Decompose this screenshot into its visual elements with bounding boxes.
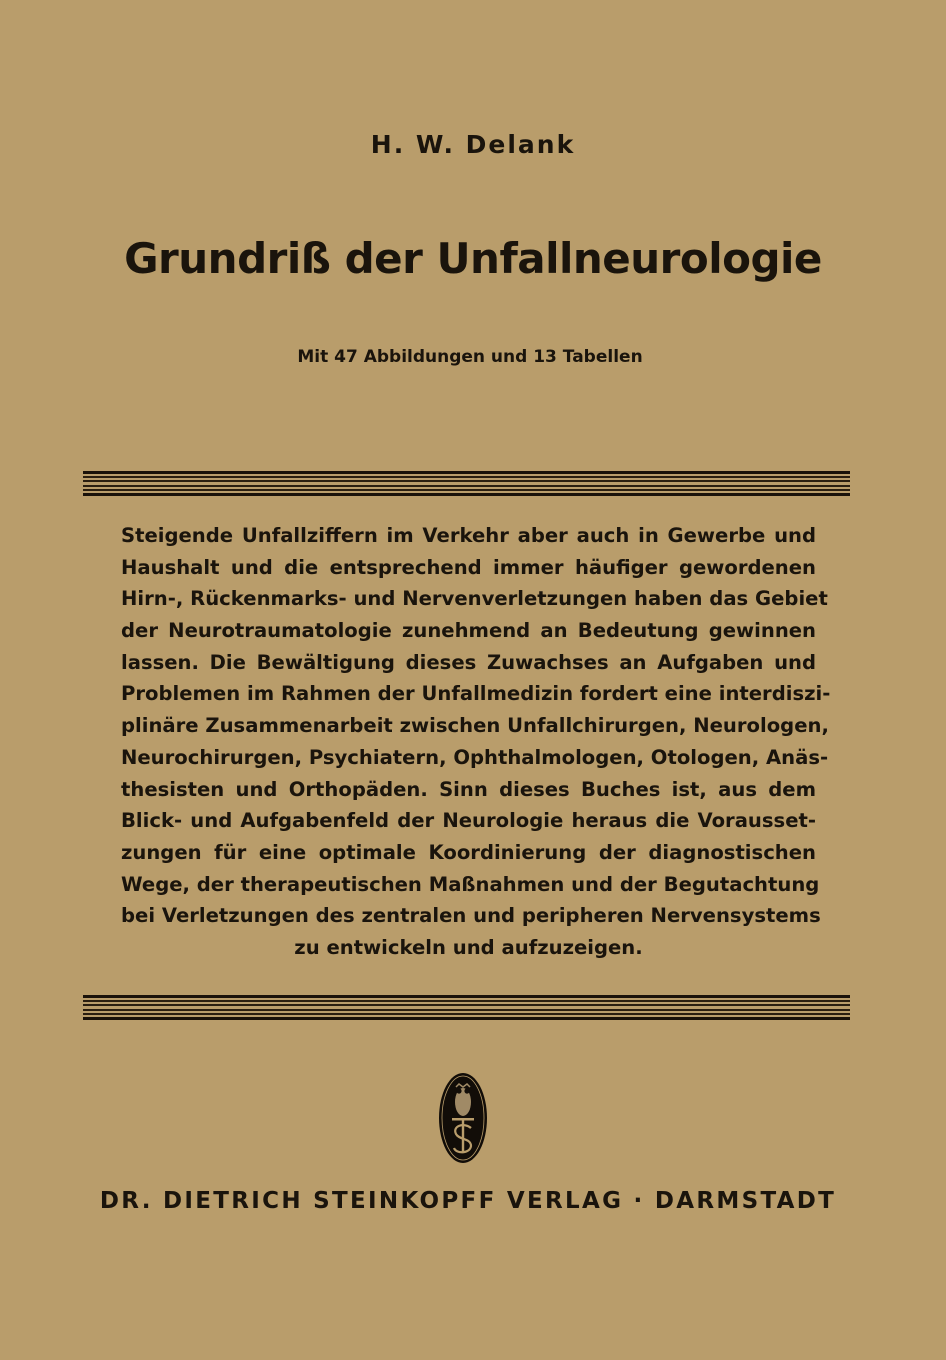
blurb-line: Problemen im Rahmen der Unfallmedizin fordert eine interdiszi-: [121, 682, 831, 706]
blurb-line: zu entwickeln und aufzuzeigen.: [294, 935, 643, 959]
blurb-line: thesisten und Orthopäden. Sinn dieses Buches ist, aus dem: [121, 777, 816, 801]
blurb-line: bei Verletzungen des zentralen und peripheren Nervensystems: [121, 904, 821, 928]
blurb-line: Neurochirurgen, Psychiatern, Ophthalmologen, Otologen, Anäs-: [121, 745, 829, 769]
blurb-line: Hirn-, Rückenmarks- und Nervenverletzungen haben das Gebiet: [121, 587, 828, 611]
blurb-line: der Neurotraumatologie zunehmend an Bedeutung gewinnen: [121, 619, 816, 643]
book-title: Grundriß der Unfallneurologie: [124, 234, 822, 283]
blurb-line: lassen. Die Bewältigung dieses Zuwachses an Aufgaben und: [121, 650, 816, 674]
blurb-line: plinäre Zusammenarbeit zwischen Unfallchirurgen, Neurologen,: [121, 714, 829, 738]
publisher: DR. DIETRICH STEINKOPFF VERLAG · DARMSTADT: [99, 1188, 837, 1214]
blurb-line: Steigende Unfallziffern im Verkehr aber auch in Gewerbe und: [121, 524, 816, 547]
author: H. W. Delank: [370, 130, 576, 159]
blurb-line: Blick- und Aufgabenfeld der Neurologie heraus die Vorausset-: [121, 809, 816, 833]
blurb-text: [121, 520, 831, 964]
blurb-line: Haushalt und die entsprechend immer häufiger gewordenen: [121, 555, 816, 579]
top-rule-divider: [83, 471, 850, 495]
owl-ds-publisher-logo-icon: [438, 1072, 488, 1164]
blurb-line: zungen für eine optimale Koordinierung der diagnostischen: [121, 840, 816, 864]
bottom-rule-divider: [83, 995, 850, 1019]
subtitle: Mit 47 Abbildungen und 13 Tabellen: [297, 347, 643, 367]
blurb-line: Wege, der therapeutischen Maßnahmen und der Begutachtung: [121, 872, 820, 896]
